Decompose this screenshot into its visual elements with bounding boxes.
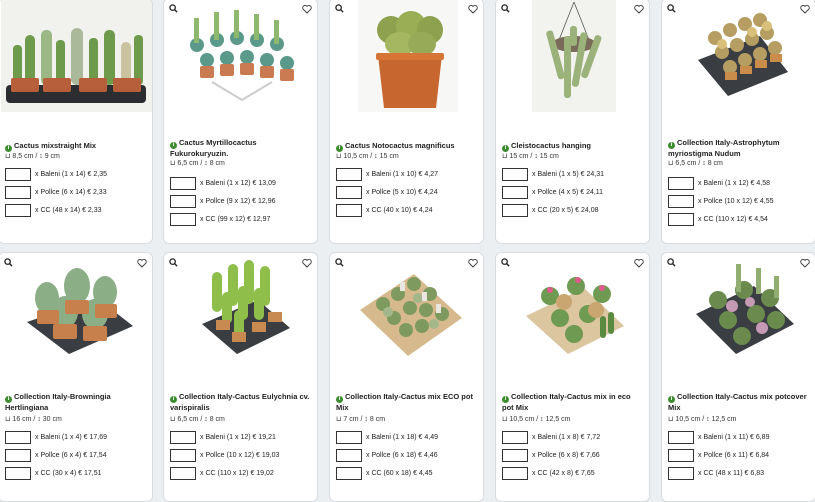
pot-icon: ⊔ (668, 416, 676, 423)
info-icon[interactable]: i (5, 396, 12, 403)
quantity-input[interactable] (502, 204, 528, 217)
product-title[interactable]: i Collection Italy-Cactus mix in eco pot Mix (502, 392, 631, 412)
quantity-input[interactable] (170, 431, 196, 444)
order-options (5, 167, 150, 221)
order-options (5, 430, 150, 484)
quantity-input[interactable] (5, 204, 31, 217)
product-size: ⊔ 10,5 cm / ↕ 12,5 cm (502, 416, 571, 423)
option-label: x CC (40 x 10) € 4,24 (366, 206, 433, 214)
product-title[interactable]: i Cactus mixstraight Mix (5, 141, 146, 152)
quantity-input[interactable] (170, 213, 196, 226)
order-options (502, 430, 647, 484)
quantity-input[interactable] (502, 168, 528, 181)
quantity-input[interactable] (336, 204, 362, 217)
option-label: x Pollce (10 x 12) € 19,03 (200, 451, 280, 459)
info-icon[interactable]: i (668, 396, 675, 403)
option-label: x Baleni (1 x 11) € 6,89 (698, 433, 770, 441)
product-card[interactable] (661, 0, 815, 244)
product-card[interactable] (0, 0, 153, 244)
product-card[interactable] (163, 252, 318, 502)
product-card[interactable] (661, 252, 815, 502)
option-label: x CC (48 x 14) € 2,33 (35, 206, 102, 214)
product-title[interactable]: i Cleistocactus hanging (502, 141, 643, 152)
product-image[interactable] (504, 254, 643, 366)
quantity-input[interactable] (502, 449, 528, 462)
info-icon[interactable]: i (668, 142, 675, 149)
option-label: x CC (110 x 12) € 4,54 (698, 215, 768, 223)
order-options (668, 176, 813, 230)
pot-icon: ⊔ (336, 153, 344, 160)
quantity-input[interactable] (336, 467, 362, 480)
quantity-input[interactable] (336, 186, 362, 199)
order-options (170, 176, 315, 230)
product-image[interactable] (172, 0, 311, 112)
info-icon[interactable]: i (502, 145, 509, 152)
product-title[interactable]: i Collection Italy-Cactus Eulychnia cv. varispiralis (170, 392, 310, 412)
product-size: ⊔ 6,5 cm / ↕ 8 cm (170, 160, 225, 167)
order-options (668, 430, 813, 484)
product-size: ⊔ 10,5 cm / ↕ 15 cm (336, 153, 399, 160)
quantity-input[interactable] (668, 213, 694, 226)
info-icon[interactable]: i (502, 396, 509, 403)
pot-icon: ⊔ (502, 153, 510, 160)
quantity-input[interactable] (668, 195, 694, 208)
pot-icon: ⊔ (336, 416, 344, 423)
option-label: x Pollce (4 x 5) € 24,11 (532, 188, 604, 196)
quantity-input[interactable] (5, 431, 31, 444)
product-title[interactable]: i Cactus Myrtillocactus Fukurokuryuzin. (170, 138, 257, 158)
product-title[interactable]: i Collection Italy-Cactus mix ECO pot Mix (336, 392, 473, 412)
info-icon[interactable]: i (5, 145, 12, 152)
product-card[interactable] (163, 0, 318, 244)
quantity-input[interactable] (170, 177, 196, 190)
option-label: x Baleni (1 x 8) € 7,72 (532, 433, 601, 441)
product-card[interactable] (329, 0, 484, 244)
option-label: x CC (42 x 8) € 7,65 (532, 469, 595, 477)
option-label: x CC (99 x 12) € 12,97 (200, 215, 271, 223)
product-title[interactable]: i Cactus Notocactus magnificus (336, 141, 477, 152)
product-card[interactable] (495, 0, 650, 244)
quantity-input[interactable] (502, 431, 528, 444)
order-options (336, 430, 481, 484)
product-title[interactable]: i Collection Italy-Browningia Hertlingiana (5, 392, 111, 412)
pot-icon: ⊔ (5, 416, 13, 423)
order-options (170, 430, 315, 484)
quantity-input[interactable] (502, 186, 528, 199)
quantity-input[interactable] (5, 449, 31, 462)
product-image[interactable] (338, 0, 477, 112)
pot-icon: ⊔ (5, 153, 13, 160)
order-options (336, 167, 481, 221)
info-icon[interactable]: i (336, 396, 343, 403)
product-size: ⊔ 6,5 cm / ↕ 8 cm (668, 160, 723, 167)
pot-icon: ⊔ (502, 416, 510, 423)
quantity-input[interactable] (502, 467, 528, 480)
quantity-input[interactable] (5, 168, 31, 181)
option-label: x Pollce (6 x 18) € 4,46 (366, 451, 438, 459)
option-label: x Pollce (9 x 12) € 12,96 (200, 197, 276, 205)
option-label: x Pollce (6 x 11) € 6,84 (698, 451, 770, 459)
quantity-input[interactable] (668, 449, 694, 462)
quantity-input[interactable] (336, 168, 362, 181)
quantity-input[interactable] (170, 195, 196, 208)
option-label: x Pollce (6 x 14) € 2,33 (35, 188, 107, 196)
option-label: x Baleni (1 x 10) € 4,27 (366, 170, 438, 178)
option-label: x CC (60 x 18) € 4,45 (366, 469, 433, 477)
option-label: x Baleni (1 x 5) € 24,31 (532, 170, 604, 178)
option-label: x CC (30 x 4) € 17,51 (35, 469, 102, 477)
product-image[interactable] (1, 0, 152, 112)
quantity-input[interactable] (5, 186, 31, 199)
product-title[interactable]: i Collection Italy-Astrophytum myriostigma Nudum (668, 138, 780, 158)
option-label: x Pollce (6 x 4) € 17,54 (35, 451, 107, 459)
pot-icon: ⊔ (668, 160, 676, 167)
product-size: ⊔ 10,5 cm / ↕ 12,5 cm (668, 416, 737, 423)
quantity-input[interactable] (668, 431, 694, 444)
info-icon[interactable]: i (336, 145, 343, 152)
quantity-input[interactable] (170, 467, 196, 480)
option-label: x Pollce (6 x 8) € 7,66 (532, 451, 600, 459)
product-image[interactable] (670, 0, 809, 112)
quantity-input[interactable] (336, 431, 362, 444)
option-label: x Baleni (1 x 12) € 4,58 (698, 179, 770, 187)
option-label: x Pollce (5 x 10) € 4,24 (366, 188, 438, 196)
option-label: x Baleni (1 x 4) € 17,69 (35, 433, 107, 441)
option-label: x CC (110 x 12) € 19,02 (200, 469, 274, 477)
product-image[interactable] (670, 254, 809, 366)
product-image[interactable] (504, 0, 643, 112)
info-icon[interactable]: i (170, 396, 177, 403)
info-icon[interactable]: i (170, 142, 177, 149)
option-label: x Baleni (1 x 12) € 13,09 (200, 179, 276, 187)
option-label: x CC (48 x 11) € 6,83 (698, 469, 765, 477)
product-image[interactable] (338, 254, 477, 366)
pot-icon: ⊔ (170, 160, 178, 167)
quantity-input[interactable] (668, 467, 694, 480)
option-label: x Baleni (1 x 14) € 2,35 (35, 170, 107, 178)
product-size: ⊔ 7 cm / ↕ 8 cm (336, 416, 386, 423)
product-card[interactable] (329, 252, 484, 502)
pot-icon: ⊔ (170, 416, 178, 423)
option-label: x Baleni (1 x 12) € 19,21 (200, 433, 276, 441)
quantity-input[interactable] (336, 449, 362, 462)
quantity-input[interactable] (668, 177, 694, 190)
quantity-input[interactable] (5, 467, 31, 480)
order-options (502, 167, 647, 221)
product-card[interactable] (495, 252, 650, 502)
product-card[interactable] (0, 252, 153, 502)
option-label: x CC (20 x 5) € 24,08 (532, 206, 599, 214)
product-image[interactable] (172, 254, 311, 366)
product-size: ⊔ 16 cm / ↕ 30 cm (5, 416, 62, 423)
option-label: x Baleni (1 x 18) € 4,49 (366, 433, 438, 441)
option-label: x Pollce (10 x 12) € 4,55 (698, 197, 774, 205)
product-size: ⊔ 8,5 cm / ↕ 9 cm (5, 153, 60, 160)
product-size: ⊔ 6,5 cm / ↕ 8 cm (170, 416, 225, 423)
product-title[interactable]: i Collection Italy-Cactus mix potcover Mix (668, 392, 807, 412)
quantity-input[interactable] (170, 449, 196, 462)
product-size: ⊔ 15 cm / ↕ 15 cm (502, 153, 559, 160)
product-image[interactable] (7, 254, 146, 366)
